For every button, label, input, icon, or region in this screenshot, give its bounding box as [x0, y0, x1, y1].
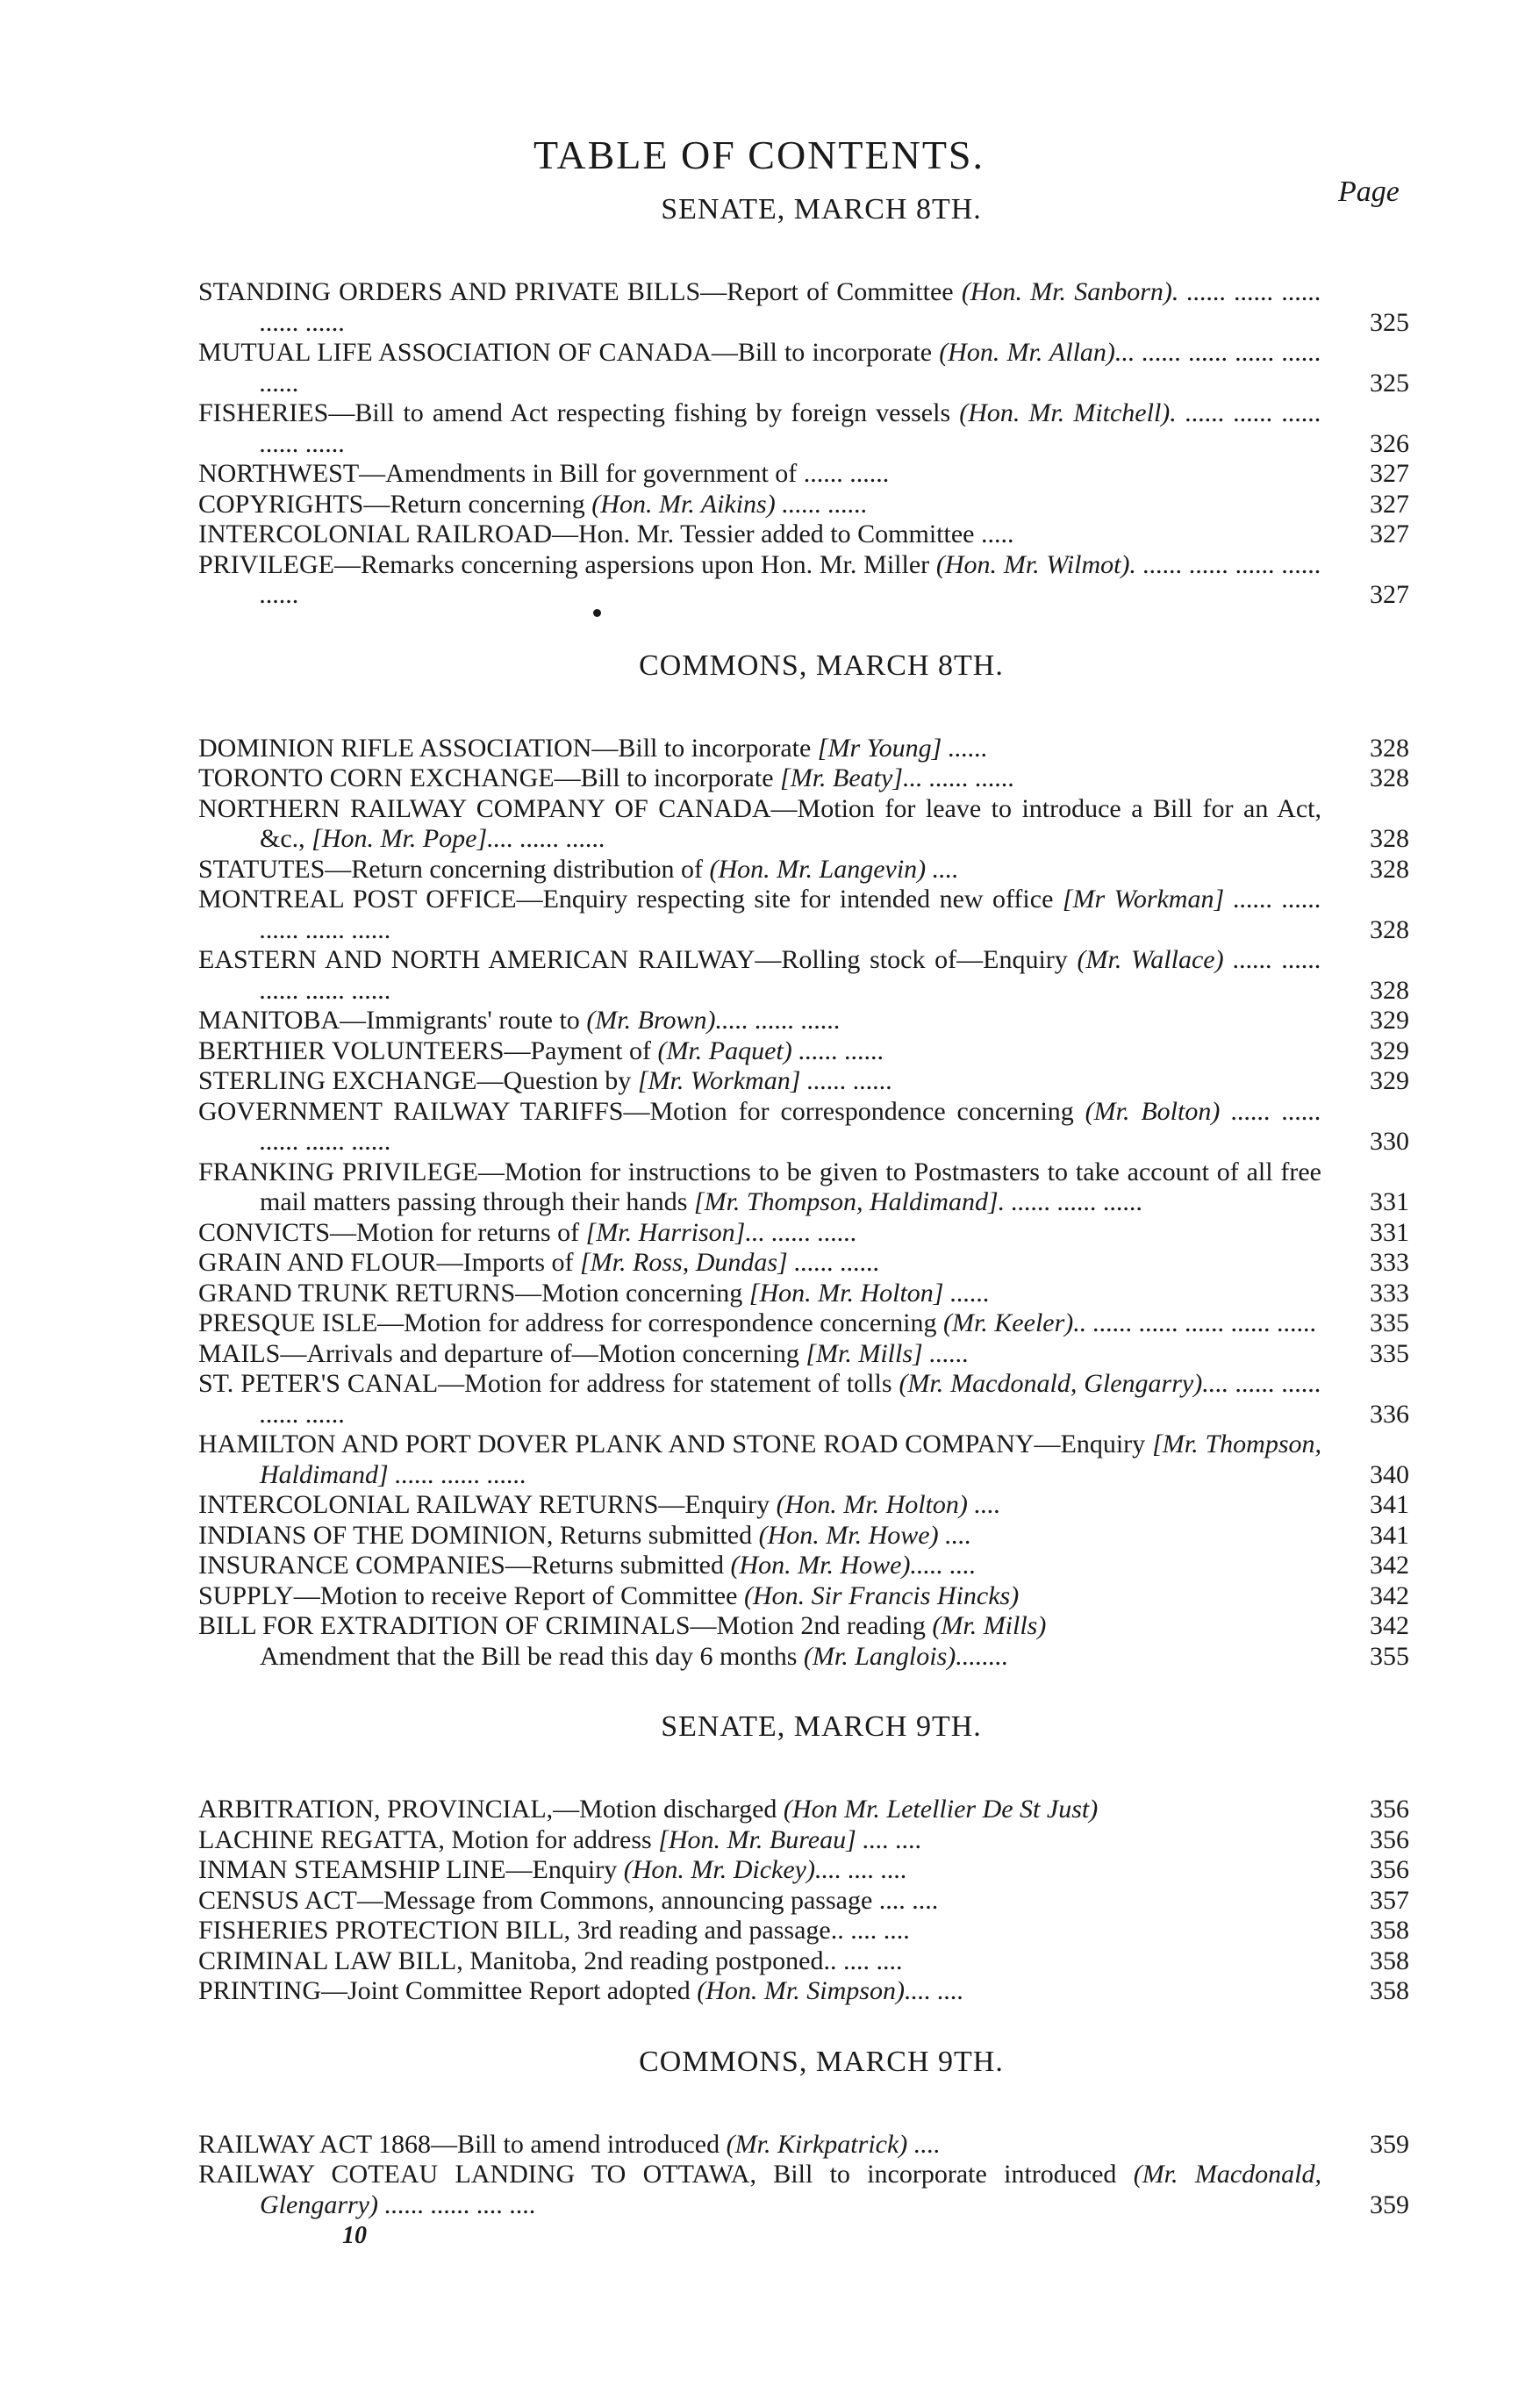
entry-title: ST. PETER'S CANAL—Motion for address for statement of tolls [198, 1369, 899, 1398]
toc-entry [198, 398, 1409, 459]
toc-entry [198, 1642, 1409, 1673]
entry-speaker: (Mr. Brown)..... ...... ...... [586, 1006, 841, 1035]
entry-page-number: 356 [1370, 1855, 1409, 1884]
toc-entry [198, 885, 1409, 945]
entry-text [198, 1886, 1321, 1917]
entry-text [198, 945, 1321, 1006]
entry-text [198, 1430, 1321, 1490]
entry-speaker: (Hon. Mr. Howe)..... .... [730, 1551, 977, 1580]
entry-page-number: 335 [1370, 1308, 1409, 1337]
toc-entry [198, 1066, 1409, 1097]
entry-page-number: 358 [1370, 1916, 1409, 1945]
entry-text [198, 1916, 1321, 1946]
toc-entry [198, 1006, 1409, 1036]
entry-text [198, 734, 1321, 764]
entry-page-number: 325 [1370, 307, 1409, 337]
entry-speaker: (Hon. Mr. Mitchell). ...... ...... ...... ...... ...... [260, 398, 1321, 458]
page-column-label: Page [1338, 176, 1400, 208]
toc-entry [198, 1521, 1409, 1552]
entry-text [198, 1490, 1321, 1521]
toc-entry [198, 459, 1409, 490]
entry-page-number: 333 [1370, 1248, 1409, 1277]
toc-entry [198, 2160, 1409, 2220]
toc-entry [198, 945, 1409, 1006]
toc-entry [198, 1581, 1409, 1612]
toc-entry [198, 490, 1409, 520]
toc-section [198, 649, 1409, 1673]
entry-speaker: [Mr. Workman] ...... ...... [637, 1066, 893, 1095]
entry-title: DOMINION RIFLE ASSOCIATION—Bill to incorporate [198, 733, 818, 763]
toc-entry [198, 1248, 1409, 1279]
entry-text [198, 1066, 1321, 1097]
entry-speaker: (Mr. Bolton) ...... ...... ...... ...... ...... [260, 1096, 1321, 1156]
entry-text [198, 1097, 1321, 1157]
entry-title: GOVERNMENT RAILWAY TARIFFS—Motion for correspondence concerning [198, 1096, 1085, 1126]
entry-page-number: 326 [1370, 428, 1409, 458]
entry-speaker: [Mr Young] ...... [817, 733, 988, 763]
toc-entry [198, 763, 1409, 794]
entry-page-number: 328 [1370, 733, 1409, 763]
entry-page-number: 327 [1370, 580, 1409, 609]
entry-text [198, 1369, 1321, 1430]
entry-title: INDIANS OF THE DOMINION, Returns submitted [198, 1520, 759, 1550]
entry-page-number: 356 [1370, 1795, 1409, 1824]
toc-entry [198, 794, 1409, 855]
contents-list [198, 193, 1409, 2259]
toc-entry [198, 550, 1409, 611]
entry-page-number: 329 [1370, 1066, 1409, 1095]
toc-section [198, 193, 1409, 611]
entry-page-number: 359 [1370, 2129, 1409, 2159]
toc-entry [198, 855, 1409, 885]
entry-title: PRESQUE ISLE—Motion for address for correspondence concerning [198, 1308, 943, 1337]
entry-title: RAILWAY ACT 1868—Bill to amend introduced [198, 2129, 727, 2159]
entry-page-number: 340 [1370, 1459, 1409, 1489]
entry-text [198, 1279, 1321, 1309]
entry-title: SUPPLY—Motion to receive Report of Committee [198, 1580, 744, 1610]
entry-page-number: 328 [1370, 854, 1409, 884]
entry-speaker: (Hon. Mr. Langevin) .... [709, 854, 959, 884]
entry-title: INTERCOLONIAL RAILWAY RETURNS—Enquiry [198, 1490, 777, 1519]
entry-text [198, 2160, 1321, 2220]
entry-page-number: 328 [1370, 975, 1409, 1005]
entry-text [198, 1521, 1321, 1552]
entry-title: INSURANCE COMPANIES—Returns submitted [198, 1551, 731, 1580]
toc-entry [198, 1430, 1409, 1490]
entry-speaker: (Hon. Mr. Holton) .... [776, 1490, 1001, 1519]
entry-text [198, 1157, 1321, 1218]
entry-title: Amendment that the Bill be read this day 6 months [260, 1641, 804, 1671]
toc-entry [198, 1551, 1409, 1581]
entry-text [198, 277, 1321, 338]
entry-speaker: (Hon. Mr. Simpson).... .... [697, 1976, 964, 2005]
entry-page-number: 329 [1370, 1006, 1409, 1035]
entry-speaker: (Hon. Mr. Aikins) ...... ...... [591, 489, 868, 519]
toc-entry [198, 1218, 1409, 1249]
entry-title: EASTERN AND NORTH AMERICAN RAILWAY—Rolling stock of—Enquiry [198, 945, 1078, 974]
entry-speaker: (Mr. Wallace) ...... ...... ...... ...... ...... [260, 945, 1322, 1005]
entry-speaker: [Mr Workman] ...... ...... ...... ...... ...... [260, 885, 1321, 944]
toc-entry [198, 1308, 1409, 1339]
entry-text [198, 794, 1321, 855]
entry-speaker: [Hon. Mr. Pope].... ...... ...... [311, 824, 606, 853]
entry-page-number: 358 [1370, 1976, 1409, 2005]
entry-text [198, 1946, 1321, 1977]
entry-text [198, 398, 1321, 459]
entry-page-number: 328 [1370, 824, 1409, 853]
toc-entry [198, 1855, 1409, 1886]
entry-speaker: (Hon. Mr. Sanborn). ...... ...... ...... ...... ...... [260, 277, 1321, 337]
entry-text [198, 1581, 1321, 1612]
entry-title: MAILS—Arrivals and departure of—Motion concerning [198, 1338, 806, 1368]
entry-speaker: [Mr. Ross, Dundas] ...... ...... [580, 1248, 880, 1277]
entry-title: CRIMINAL LAW BILL, Manitoba, 2nd reading postponed.. .... .... [198, 1946, 903, 1975]
entry-text [198, 1551, 1321, 1581]
entry-text [198, 490, 1321, 520]
toc-entry [198, 1916, 1409, 1946]
folio-number: 10 [342, 2222, 367, 2249]
entry-page-number: 342 [1370, 1580, 1409, 1610]
entry-page-number: 328 [1370, 763, 1409, 792]
entry-text [198, 459, 1321, 490]
toc-entry [198, 1369, 1409, 1430]
entry-speaker: [Mr. Mills] ...... [806, 1338, 970, 1368]
entry-title: INTERCOLONIAL RAILROAD—Hon. Mr. Tessier added to Committee ..... [198, 520, 1014, 548]
entry-title: FRANKING PRIVILEGE—Motion for instructions to be given to Postmasters to take account of all free mail matters passing through their hands [198, 1157, 1321, 1216]
entry-title: GRAIN AND FLOUR—Imports of [198, 1248, 580, 1277]
toc-entry [198, 338, 1409, 398]
entry-page-number: 358 [1370, 1946, 1409, 1975]
entry-page-number: 355 [1370, 1641, 1409, 1671]
entry-title: GRAND TRUNK RETURNS—Motion concerning [198, 1278, 749, 1308]
entry-text [198, 550, 1321, 611]
toc-entry [198, 1825, 1409, 1856]
entry-title: CENSUS ACT—Message from Commons, announcing passage .... .... [198, 1885, 939, 1915]
entry-page-number: 342 [1370, 1611, 1409, 1640]
page-title: TABLE OF CONTENTS. [533, 133, 985, 177]
entry-speaker: [Mr. Beaty]... ...... ...... [780, 763, 1015, 792]
toc-entry [198, 1490, 1409, 1521]
entry-text [198, 2130, 1321, 2161]
entry-title: FISHERIES—Bill to amend Act respecting fishing by foreign vessels [198, 398, 960, 427]
entry-title: RAILWAY COTEAU LANDING TO OTTAWA, Bill to incorporate introduced [198, 2160, 1134, 2189]
entry-title: MANITOBA—Immigrants' route to [198, 1006, 587, 1035]
entry-title: STERLING EXCHANGE—Question by [198, 1066, 638, 1095]
entry-page-number: 328 [1370, 914, 1409, 944]
toc-entry [198, 734, 1409, 764]
entry-text [198, 885, 1321, 945]
entry-page-number: 336 [1370, 1399, 1409, 1429]
entry-title: HAMILTON AND PORT DOVER PLANK AND STONE ROAD COMPANY—Enquiry [198, 1430, 1153, 1458]
entry-speaker: (Hon. Mr. Wilmot). ...... ...... ...... ...... ...... [260, 549, 1321, 609]
toc-entry [198, 2130, 1409, 2161]
entry-speaker: [Mr. Harrison]... ...... ...... [585, 1217, 857, 1247]
entry-title: MUTUAL LIFE ASSOCIATION OF CANADA—Bill to incorporate [198, 338, 940, 367]
entry-speaker: (Mr. Paquet) ...... ...... [657, 1036, 884, 1065]
entry-page-number: 341 [1370, 1520, 1409, 1550]
toc-entry [198, 1976, 1409, 2007]
entry-page-number: 329 [1370, 1036, 1409, 1065]
entry-page-number: 357 [1370, 1885, 1409, 1915]
section-heading: SENATE, MARCH 9TH. [661, 1710, 982, 1743]
entry-title: STATUTES—Return concerning distribution of [198, 854, 710, 884]
section-heading: SENATE, MARCH 8TH. [661, 193, 982, 226]
entry-text [198, 1339, 1321, 1370]
entry-page-number: 333 [1370, 1278, 1409, 1308]
entry-speaker: (Mr. Langlois)........ [803, 1641, 1009, 1671]
entry-speaker: (Mr. Macdonald, Glengarry) ...... ...... .... .... [260, 2160, 1321, 2219]
entry-text [198, 1036, 1321, 1067]
toc-entry [198, 1946, 1409, 1977]
toc-entry [198, 1886, 1409, 1917]
entry-page-number: 335 [1370, 1338, 1409, 1368]
entry-speaker: (Mr. Keeler).. ...... ...... ...... ...... ...... [942, 1308, 1317, 1337]
entry-page-number: 359 [1370, 2189, 1409, 2219]
entry-page-number: 327 [1370, 459, 1409, 488]
entry-speaker: [Hon. Mr. Bureau] .... .... [658, 1824, 922, 1854]
toc-entry [198, 1279, 1409, 1309]
entry-title: PRIVILEGE—Remarks concerning aspersions upon Hon. Mr. Miller [198, 549, 936, 579]
entry-text [198, 1611, 1321, 1642]
entry-speaker: [Hon. Mr. Holton] ...... [748, 1278, 990, 1308]
entry-text [198, 855, 1321, 885]
entry-speaker: (Hon Mr. Letellier De St Just) [783, 1795, 1099, 1824]
entry-text [198, 1218, 1321, 1249]
entry-page-number: 341 [1370, 1490, 1409, 1519]
toc-entry [198, 1036, 1409, 1067]
entry-page-number: 330 [1370, 1127, 1409, 1156]
entry-speaker: [Mr. Thompson, Haldimand]. ...... ...... ...... [693, 1187, 1143, 1216]
entry-page-number: 331 [1370, 1187, 1409, 1216]
entry-speaker: (Hon. Mr. Howe) .... [758, 1520, 972, 1550]
entry-title: CONVICTS—Motion for returns of [198, 1217, 586, 1247]
entry-speaker: (Hon. Mr. Dickey).... .... .... [623, 1855, 907, 1884]
entry-page-number: 331 [1370, 1217, 1409, 1247]
section-heading: COMMONS, MARCH 8TH. [639, 649, 1004, 682]
entry-title: PRINTING—Joint Committee Report adopted [198, 1976, 698, 2005]
entry-title: BILL FOR EXTRADITION OF CRIMINALS—Motion 2nd reading [198, 1611, 933, 1640]
entry-text [198, 338, 1321, 398]
entry-title: ARBITRATION, PROVINCIAL,—Motion discharged [198, 1795, 784, 1824]
entry-text [198, 1642, 1321, 1673]
entry-title: TORONTO CORN EXCHANGE—Bill to incorporate [198, 763, 781, 792]
toc-entry [198, 1795, 1409, 1825]
entry-title: LACHINE REGATTA, Motion for address [198, 1824, 659, 1854]
toc-entry [198, 1097, 1409, 1157]
entry-speaker: (Hon. Sir Francis Hincks) [743, 1580, 1020, 1610]
entry-title: INMAN STEAMSHIP LINE—Enquiry [198, 1855, 624, 1884]
entry-title: COPYRIGHTS—Return concerning [198, 489, 592, 519]
toc-entry [198, 277, 1409, 338]
entry-title: STANDING ORDERS AND PRIVATE BILLS—Report of Committee [198, 277, 962, 306]
toc-entry [198, 520, 1409, 550]
entry-text [198, 1006, 1321, 1036]
entry-text [198, 1308, 1321, 1339]
entry-page-number: 327 [1370, 489, 1409, 519]
entry-title: NORTHERN RAILWAY COMPANY OF CANADA—Motion for leave to introduce a Bill for an Act, &c., [198, 793, 1321, 853]
entry-title: FISHERIES PROTECTION BILL, 3rd reading and passage.. .... .... [198, 1916, 910, 1945]
entry-text [198, 1248, 1321, 1279]
toc-entry [198, 1157, 1409, 1218]
entry-text [198, 1795, 1321, 1825]
toc-section [198, 1710, 1409, 2007]
entry-text [198, 1855, 1321, 1886]
entry-speaker: (Mr. Macdonald, Glengarry).... ...... ...... ...... ...... [260, 1369, 1321, 1429]
entry-page-number: 327 [1370, 520, 1409, 548]
entry-speaker: (Mr. Mills) [932, 1611, 1047, 1640]
entry-page-number: 342 [1370, 1551, 1409, 1580]
entry-text [198, 520, 1321, 550]
entry-speaker: [Mr. Thompson, Haldimand] ...... ...... ...... [260, 1430, 1321, 1489]
entry-title: NORTHWEST—Amendments in Bill for government of ...... ...... [198, 459, 890, 488]
entry-title: BERTHIER VOLUNTEERS—Payment of [198, 1036, 658, 1065]
section-heading: COMMONS, MARCH 9TH. [639, 2045, 1004, 2078]
entry-page-number: 356 [1370, 1824, 1409, 1854]
toc-section [198, 2046, 1409, 2221]
entry-text [198, 1825, 1321, 1856]
toc-entry [198, 1611, 1409, 1642]
entry-page-number: 325 [1370, 368, 1409, 398]
entry-text [198, 763, 1321, 794]
entry-speaker: (Mr. Kirkpatrick) .... [726, 2129, 941, 2159]
entry-title: MONTREAL POST OFFICE—Enquiry respecting site for intended new office [198, 885, 1063, 914]
entry-speaker: (Hon. Mr. Allan)... ...... ...... ...... ...... ...... [260, 338, 1321, 398]
toc-entry [198, 1339, 1409, 1370]
entry-text [198, 1976, 1321, 2007]
